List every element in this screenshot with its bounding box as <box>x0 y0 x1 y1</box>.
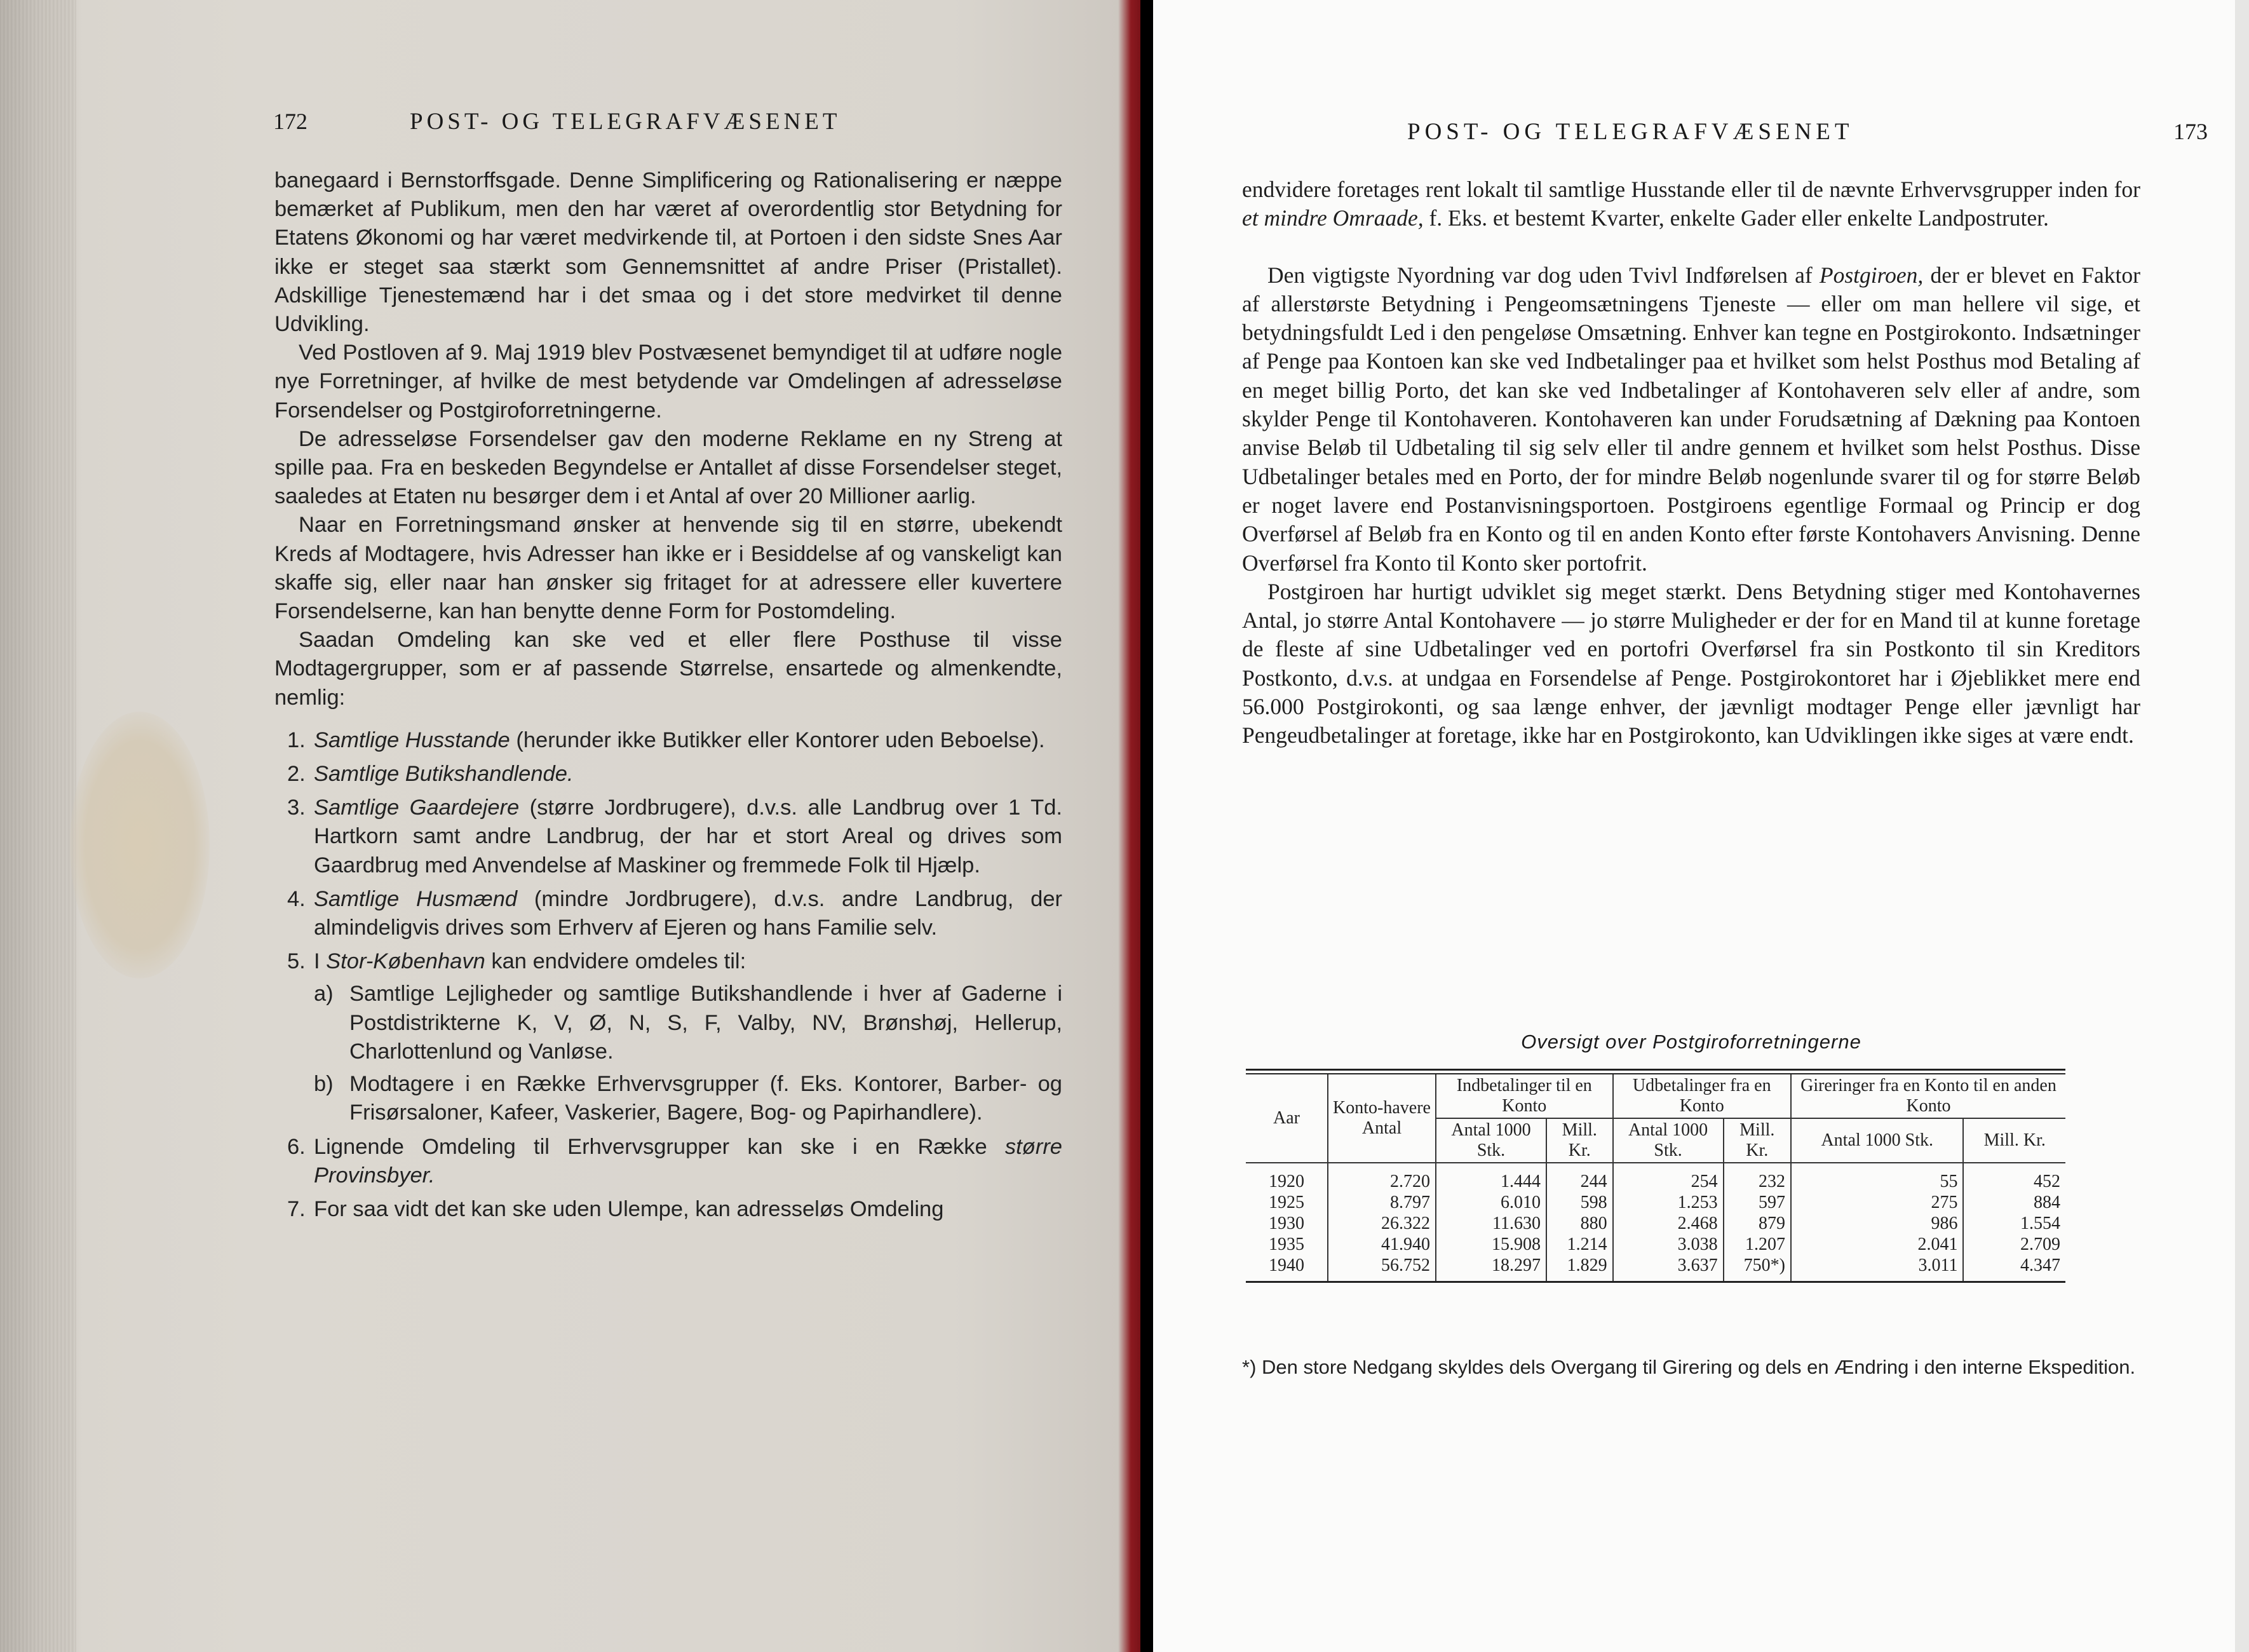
left-paragraph-3: De adresseløse Forsendelser gav den moderne Reklame en ny Streng at spille paa. Fra en beskeden Begyndelse er Antallet af disse Forsendelser steget, saaledes at Etaten nu besørger dem i et Antal af over 20 Millioner aarlig. <box>274 426 1062 509</box>
left-page-number: 172 <box>273 109 307 134</box>
table-row: 1940 56.752 18.297 1.829 3.637 750*) 3.011 4.347 <box>1246 1255 2065 1282</box>
header-udbetalinger: Udbetalinger fra en Konto <box>1613 1074 1791 1118</box>
left-paragraph-2: Ved Postloven af 9. Maj 1919 blev Postvæsenet bemyndiget til at udføre nogle nye Forretninger, af hvilke de mest betydende var Omdelingen af adresseløse Forsendelser og Postgiroforretningerne. <box>274 341 1062 423</box>
list-item: 2. Samtlige Butikshandlende. <box>287 762 574 787</box>
header-indbetalinger: Indbetalinger til en Konto <box>1436 1074 1613 1118</box>
header-mill: Mill. Kr. <box>1724 1118 1791 1163</box>
table-title: Oversigt over Postgiroforretningerne <box>1521 1031 1861 1053</box>
left-running-head: POST- OG TELEGRAFVÆSENET <box>410 109 841 135</box>
left-paragraph-4: Naar en Forretningsmand ønsker at henvende sig til en større, ubekendt Kreds af Modtagere, hvis Adresser han ikke er i Besiddelse af og vanskeligt kan skaffe sig, eller naar han ønsker sig fritaget for at adressere eller kuvertere Forsendelserne, kan han benytte denne Form for Postomdeling. <box>274 513 1062 624</box>
sub-list-item: b) Modtagere i en Række Erhvervsgrupper (f. Eks. Kontorer, Barber- og Frisørsaloner, Kafeer, Vaskerier, Bagere, Bog- og Papirhandlere). <box>314 1072 1062 1125</box>
right-page <box>1153 0 2249 1652</box>
list-item: 6. Lignende Omdeling til Erhvervsgrupper kan ske i en Række større Provinsbyer. <box>287 1134 1062 1188</box>
table-row: 1925 8.797 6.010 598 1.253 597 275 884 <box>1246 1192 2065 1213</box>
list-item: 7. For saa vidt det kan ske uden Ulempe, kan adresseløs Omdeling <box>287 1196 944 1221</box>
table-footnote: *) Den store Nedgang skyldes dels Overgang til Girering og dels en Ændring i den interne Ekspedition. <box>1242 1356 2136 1378</box>
header-antal: Antal 1000 Stk. <box>1613 1118 1724 1163</box>
sub-list-item: a) Samtlige Lejligheder og samtlige Butikshandlende i hver af Gaderne i Postdistrikterne K, V, Ø, N, S, F, Valby, NV, Brønshøj, Hellerup, Charlottenlund og Vanløse. <box>314 982 1062 1064</box>
right-running-head: POST- OG TELEGRAFVÆSENET <box>1407 119 1854 145</box>
left-body-text <box>274 166 1062 1229</box>
table-row: 1935 41.940 15.908 1.214 3.038 1.207 2.041 2.709 <box>1246 1234 2065 1255</box>
table-row: 1930 26.322 11.630 880 2.468 879 986 1.554 <box>1246 1213 2065 1234</box>
recipient-group-list <box>274 726 1062 1224</box>
header-kontohavere: Konto-havere Antal <box>1328 1074 1436 1163</box>
postgiro-table <box>1246 1069 2065 1283</box>
list-item: 1. Samtlige Husstande (herunder ikke Butikker eller Kontorer uden Beboelse). <box>287 728 1045 752</box>
header-antal: Antal 1000 Stk. <box>1791 1118 1964 1163</box>
left-paragraph-5: Saadan Omdeling kan ske ved et eller flere Posthuse til visse Modtagergrupper, som er af passende Størrelse, ensartede og almenkendte, nemlig: <box>274 628 1062 710</box>
table <box>1246 1074 2065 1283</box>
page-edge <box>2235 0 2249 1652</box>
list-item: 3. Samtlige Gaardejere (større Jordbrugere), d.v.s. alle Landbrug over 1 Td. Hartkorn samt andre Landbrug, der har et stort Areal og drives som Gaardbrug med Anvendelse af Maskiner og fremmede Folk til Hjælp. <box>287 796 1062 877</box>
header-gireringer: Gireringer fra en Konto til en anden Konto <box>1791 1074 2065 1118</box>
header-mill: Mill. Kr. <box>1546 1118 1613 1163</box>
right-paragraph-2: Den vigtigste Nyordning var dog uden Tvivl Indførelsen af Postgiroen, der er blevet en Faktor af allerstørste Betydning i Pengeomsætningens Tjeneste — eller om man hellere vil sige, et betydningsfuldt Led i den pengeløse Omsætning. Enhver kan tegne en Postgirokonto. Indsætninger af Penge paa Kontoen kan ske ved Indbetalinger paa et hvilket som helst Posthus mod Betaling af en meget billig Porto, det kan ske ved Indbetalinger af Kontohaveren selv eller af andre, som skylder Penge til Kontohaveren. Kontohaveren kan under Forudsætning af Dækning paa Kontoen anvise Beløb til Udbetaling til sig selv eller til andre gennem et hvilket som helst Posthus. Disse Udbetalinger betales med en Porto, der for mindre Beløb nogenlunde svarer til og for større Beløb er noget lavere end Postanvisningsportoen. Postgiroens egentlige Formaal og Princip er dog Overførsel af Beløb fra en Konto og til en anden Konto efter første Kontohavers Anvisning. Denne Overførsel fra Konto til Konto sker portofrit. <box>1242 262 2140 576</box>
right-body-text <box>1242 175 2140 750</box>
header-antal: Antal 1000 Stk. <box>1436 1118 1546 1163</box>
page-smudge <box>70 712 210 978</box>
left-paragraph-1: banegaard i Bernstorffsgade. Denne Simplificering og Rationalisering er næppe bemærket af Publikum, men den har været af overordentlig stor Betydning for Etatens Økonomi og har været medvirkende til, at Portoen i den sidste Snes Aar ikke er steget saa stærkt som Gennemsnittet af andre Priser (Pristallet). Adskillige Tjenestemænd har i det smaa og i det store medvirket til denne Udvikling. <box>274 168 1062 337</box>
list-item: 5. I Stor-København kan endvidere omdeles til: a) Samtlige Lejligheder og samtlige Butikshandlende i hver af Gaderne i Postdistrikterne K, V, Ø, N, S, F, Valby, NV, Brønshøj, Hellerup, Charlottenlund og Vanløse. b) Modtagere i en Række Erhvervsgrupper (f. Eks. Kontorer, Barber- og Frisørsaloner, Kafeer, Vaskerier, Bagere, Bog- og Papirhandlere). <box>274 947 1062 1127</box>
header-mill: Mill. Kr. <box>1963 1118 2065 1163</box>
header-aar: Aar <box>1246 1074 1328 1163</box>
right-page-number: 173 <box>2173 119 2208 144</box>
right-paragraph-1: endvidere foretages rent lokalt til samtlige Husstande eller til de nævnte Erhvervsgrupper inden for et mindre Omraade, f. Eks. et bestemt Kvarter, enkelte Gader eller enkelte Landpostruter. <box>1242 177 2140 231</box>
page-edge-stack <box>0 0 76 1652</box>
right-paragraph-3: Postgiroen har hurtigt udviklet sig meget stærkt. Dens Betydning stiger med Kontohavernes Antal, jo større Antal Kontohavere — jo større Muligheder er der for en Mand til at kunne foretage de fleste af sine Udbetalinger ved en portofri Overførsel fra sin Postkonto til sin Kreditors Postkonto, d.v.s. at undgaa en Forsendelse af Penge. Postgirokontoret har i Øjeblikket mere end 56.000 Postgirokonti, og saa længe enhver, der jævnligt modtager Penge eller jævnligt har Pengeudbetalinger at foretage, ikke har en Postgirokonto, kan Udviklingen ikke siges at være endt. <box>1242 578 2140 748</box>
table-row: 1920 2.720 1.444 244 254 232 55 452 <box>1246 1163 2065 1192</box>
list-item: 4. Samtlige Husmænd (mindre Jordbrugere), d.v.s. andre Landbrug, der almindeligvis drives som Erhverv af Ejeren og hans Familie selv. <box>287 886 1062 940</box>
table-rule <box>1246 1069 2065 1071</box>
